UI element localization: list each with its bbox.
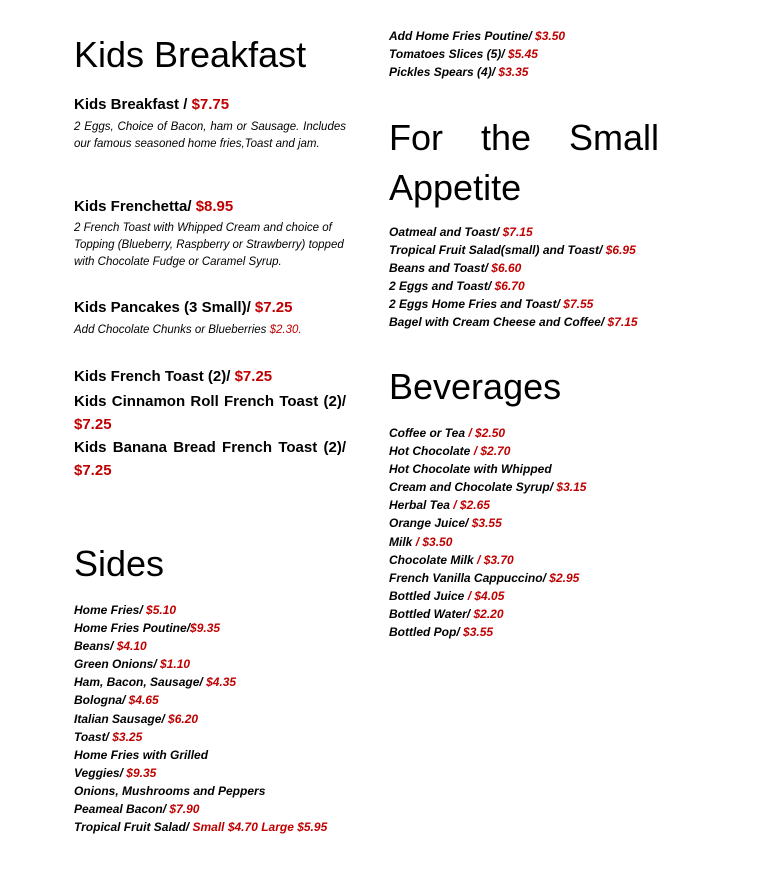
menu-item-title bbox=[74, 436, 346, 482]
heading-line: For the Small bbox=[389, 117, 659, 158]
item-description: 2 Eggs, Choice of Bacon, ham or Sausage. Includes our famous seasoned home fries,Toast and jam. bbox=[74, 121, 346, 150]
item-description bbox=[74, 322, 346, 339]
menu-item-title bbox=[74, 195, 346, 218]
item-price: $7.25 bbox=[254, 299, 293, 316]
menu-item-title bbox=[74, 365, 346, 388]
list-item: Chocolate Milk / $3.70 bbox=[389, 552, 514, 567]
list-item: Herbal Tea / $2.65 bbox=[389, 498, 490, 513]
menu-item-title bbox=[74, 296, 346, 319]
list-item: French Vanilla Cappuccino/ $2.95 bbox=[389, 570, 580, 585]
small-appetite-list bbox=[389, 223, 638, 332]
menu-item-title bbox=[74, 93, 346, 116]
list-item: Hot Chocolate with Whipped bbox=[389, 462, 552, 477]
item-name: Kids Frenchetta/ bbox=[74, 198, 192, 215]
list-item: 2 Eggs Home Fries and Toast/ $7.55 bbox=[389, 297, 594, 312]
item-description: 2 French Toast with Whipped Cream and choice of Topping (Blueberry, Raspberry or Strawberry) topped with Chocolate Fudge or Caramel Syrup. bbox=[74, 222, 344, 268]
list-item: Beans and Toast/ $6.60 bbox=[389, 261, 522, 276]
item-price: $7.25 bbox=[74, 462, 112, 479]
list-item: Tropical Fruit Salad(small) and Toast/ $6.95 bbox=[389, 243, 636, 258]
menu-item-title bbox=[74, 390, 346, 436]
item-name: Kids Breakfast / bbox=[74, 96, 188, 113]
list-item: Cream and Chocolate Syrup/ $3.15 bbox=[389, 480, 587, 495]
list-item: Beans/ $4.10 bbox=[74, 639, 147, 654]
list-item: Peameal Bacon/ $7.90 bbox=[74, 802, 200, 817]
list-item: Veggies/ $9.35 bbox=[74, 765, 157, 780]
list-item: Milk / $3.50 bbox=[389, 534, 453, 549]
list-item: 2 Eggs and Toast/ $6.70 bbox=[389, 279, 525, 294]
item-name: Kids Pancakes (3 Small)/ bbox=[74, 299, 251, 316]
item-price: $7.25 bbox=[74, 416, 112, 433]
kids-breakfast-heading: Kids Breakfast bbox=[74, 34, 307, 75]
desc-price: $2.30. bbox=[269, 324, 302, 336]
list-item: Home Fries with Grilled bbox=[74, 747, 209, 762]
item-name: Kids French Toast (2)/ bbox=[74, 368, 231, 385]
list-item: Tropical Fruit Salad/ Small $4.70 Large $5.95 bbox=[74, 820, 328, 835]
item-price: $7.25 bbox=[234, 368, 273, 385]
item-price: $7.75 bbox=[191, 96, 230, 113]
list-item: Orange Juice/ $3.55 bbox=[389, 516, 502, 531]
list-item: Bagel with Cream Cheese and Coffee/ $7.15 bbox=[389, 315, 638, 330]
list-item: Home Fries/ $5.10 bbox=[74, 603, 177, 617]
list-item: Toast/ $3.25 bbox=[74, 729, 143, 744]
list-item: Green Onions/ $1.10 bbox=[74, 657, 191, 672]
list-item: Ham, Bacon, Sausage/ $4.35 bbox=[74, 675, 237, 690]
extra-sides-list bbox=[389, 27, 565, 81]
list-item: Home Fries Poutine/$9.35 bbox=[74, 621, 221, 636]
list-item: Italian Sausage/ $6.20 bbox=[74, 711, 199, 726]
item-name: Kids Banana Bread French Toast (2)/ bbox=[74, 439, 346, 456]
heading-line: Appetite bbox=[389, 167, 522, 208]
list-item: Bottled Pop/ $3.55 bbox=[389, 625, 494, 640]
beverages-heading: Beverages bbox=[389, 366, 562, 407]
sides-list bbox=[74, 601, 327, 836]
list-item: Hot Chocolate / $2.70 bbox=[389, 444, 511, 459]
list-item: Coffee or Tea / $2.50 bbox=[389, 426, 506, 440]
item-price: $8.95 bbox=[195, 198, 234, 215]
list-item: Bologna/ $4.65 bbox=[74, 693, 159, 708]
list-item: Onions, Mushrooms and Peppers bbox=[74, 783, 266, 798]
list-item: Tomatoes Slices (5)/ $5.45 bbox=[389, 47, 538, 62]
small-appetite-heading bbox=[389, 113, 659, 213]
desc-text: Add Chocolate Chunks or Blueberries bbox=[74, 324, 267, 336]
list-item: Bottled Water/ $2.20 bbox=[389, 606, 504, 621]
list-item: Add Home Fries Poutine/ $3.50 bbox=[389, 29, 566, 43]
list-item: Oatmeal and Toast/ $7.15 bbox=[389, 225, 533, 239]
sides-heading: Sides bbox=[74, 543, 165, 584]
item-name: Kids Cinnamon Roll French Toast (2)/ bbox=[74, 393, 346, 410]
beverages-list bbox=[389, 424, 586, 641]
list-item: Bottled Juice / $4.05 bbox=[389, 588, 505, 603]
list-item: Pickles Spears (4)/ $3.35 bbox=[389, 65, 529, 80]
